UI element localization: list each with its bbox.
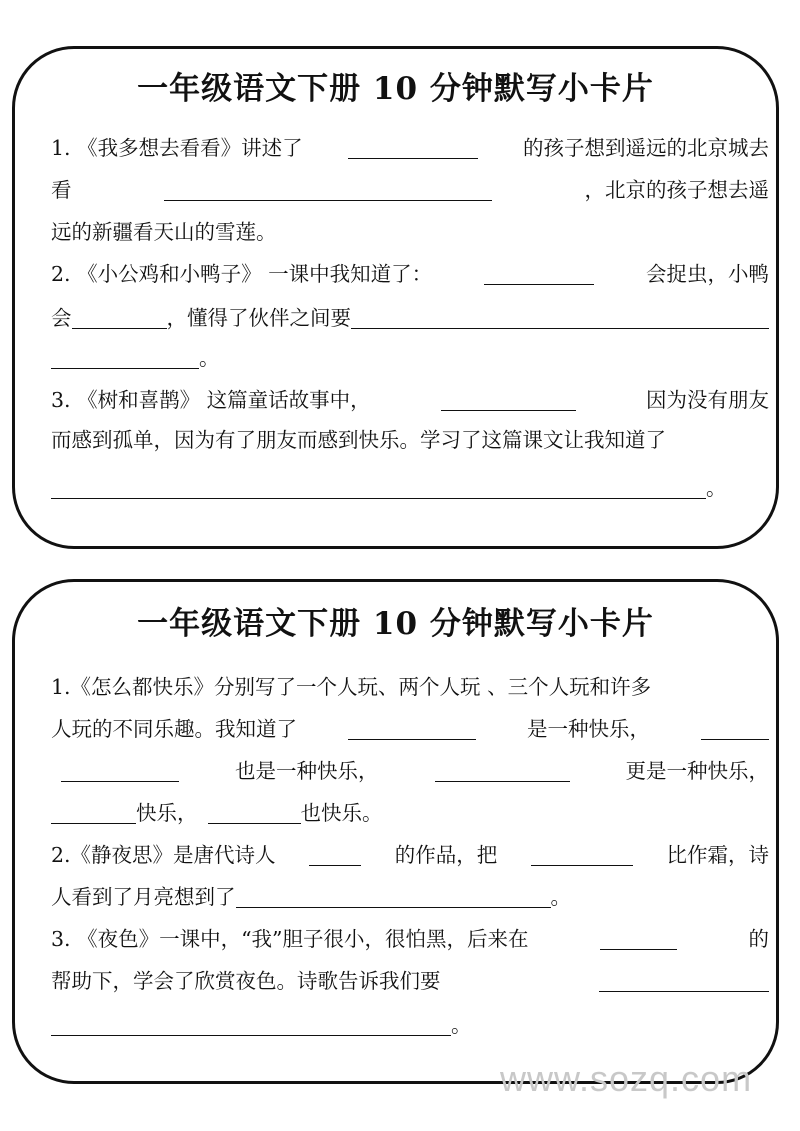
text: 人看到了月亮想到了 (51, 885, 236, 909)
question-line (51, 800, 769, 826)
text: 会 (51, 306, 72, 330)
answer-blank[interactable] (208, 801, 301, 824)
answer-blank[interactable] (531, 843, 633, 866)
text: 会捉虫，小鸭 (646, 262, 769, 286)
dictation-card-1 (12, 46, 779, 549)
question-line (51, 135, 769, 161)
text: 人玩的不同乐趣。我知道了 (51, 717, 297, 741)
text: 的孩子想到遥远的北京城去 (522, 136, 769, 160)
text: 2.《静夜思》是唐代诗人 (51, 843, 276, 867)
text: 3. 《夜色》一课中，“我”胆子很小，很怕黑，后来在 (51, 927, 529, 951)
question-line (61, 758, 769, 784)
answer-blank[interactable] (701, 717, 769, 740)
text: 。 (706, 476, 727, 500)
answer-blank[interactable] (51, 801, 136, 824)
text: 3. 《树和喜鹊》 这篇童话故事中， (51, 388, 371, 412)
answer-blank[interactable] (236, 885, 551, 908)
text: 。 (451, 1013, 472, 1037)
question-line (51, 475, 769, 501)
card-title: 一年级语文下册 10 分钟默写小卡片 (137, 71, 654, 107)
answer-blank[interactable] (600, 927, 677, 950)
answer-blank[interactable] (599, 969, 769, 992)
text: 。 (199, 346, 220, 370)
answer-blank[interactable] (164, 178, 492, 201)
card-title: 一年级语文下册 10 分钟默写小卡片 (137, 606, 654, 642)
question-line (51, 305, 769, 331)
question-line (51, 261, 769, 287)
question-line (51, 884, 769, 910)
question-line (51, 345, 769, 371)
answer-blank[interactable] (441, 388, 576, 411)
dictation-card-2 (12, 579, 779, 1084)
text: 更是一种快乐， (625, 759, 769, 783)
answer-blank[interactable] (351, 306, 769, 329)
answer-blank[interactable] (435, 759, 570, 782)
question-line (51, 842, 769, 868)
text: 也快乐。 (300, 801, 383, 825)
question-line (51, 387, 769, 413)
text: 的 (748, 927, 769, 951)
text: 比作霜，诗 (666, 843, 769, 867)
text: 因为没有朋友 (646, 388, 769, 412)
question-line (51, 1012, 769, 1038)
answer-blank[interactable] (484, 262, 594, 285)
question-line (51, 427, 769, 453)
text: 1. 《我多想去看看》讲述了 (51, 136, 303, 160)
text: 。 (550, 885, 571, 909)
question-line (51, 219, 769, 245)
text: ，懂得了伙伴之间要 (166, 306, 351, 330)
answer-blank[interactable] (61, 759, 179, 782)
question-line (51, 674, 769, 700)
text: 是一种快乐， (527, 717, 650, 741)
answer-blank[interactable] (348, 136, 478, 159)
text: 快乐， (136, 801, 198, 825)
question-line (51, 716, 769, 742)
answer-blank[interactable] (309, 843, 361, 866)
text: 看 (51, 178, 72, 202)
answer-blank[interactable] (51, 1013, 451, 1036)
text: 远的新疆看天山的雪莲。 (51, 220, 277, 244)
text: ，北京的孩子想去遥 (584, 178, 769, 202)
text: 2. 《小公鸡和小鸭子》 一课中我知道了： (51, 262, 433, 286)
question-line (51, 968, 769, 994)
answer-blank[interactable] (348, 717, 476, 740)
text: 的作品，把 (394, 843, 498, 867)
question-line (51, 926, 769, 952)
text: 而感到孤单，因为有了朋友而感到快乐。学习了这篇课文让我知道了 (51, 428, 666, 452)
answer-blank[interactable] (51, 346, 199, 369)
text: 帮助下，学会了欣赏夜色。诗歌告诉我们要 (51, 969, 441, 993)
text: 也是一种快乐， (235, 759, 379, 783)
text: 1.《怎么都快乐》分别写了一个人玩、两个人玩 、三个人玩和许多 (51, 675, 652, 699)
answer-blank[interactable] (51, 476, 706, 499)
answer-blank[interactable] (72, 306, 167, 329)
watermark: www.sozq.com (500, 1058, 753, 1099)
question-line (51, 177, 769, 203)
